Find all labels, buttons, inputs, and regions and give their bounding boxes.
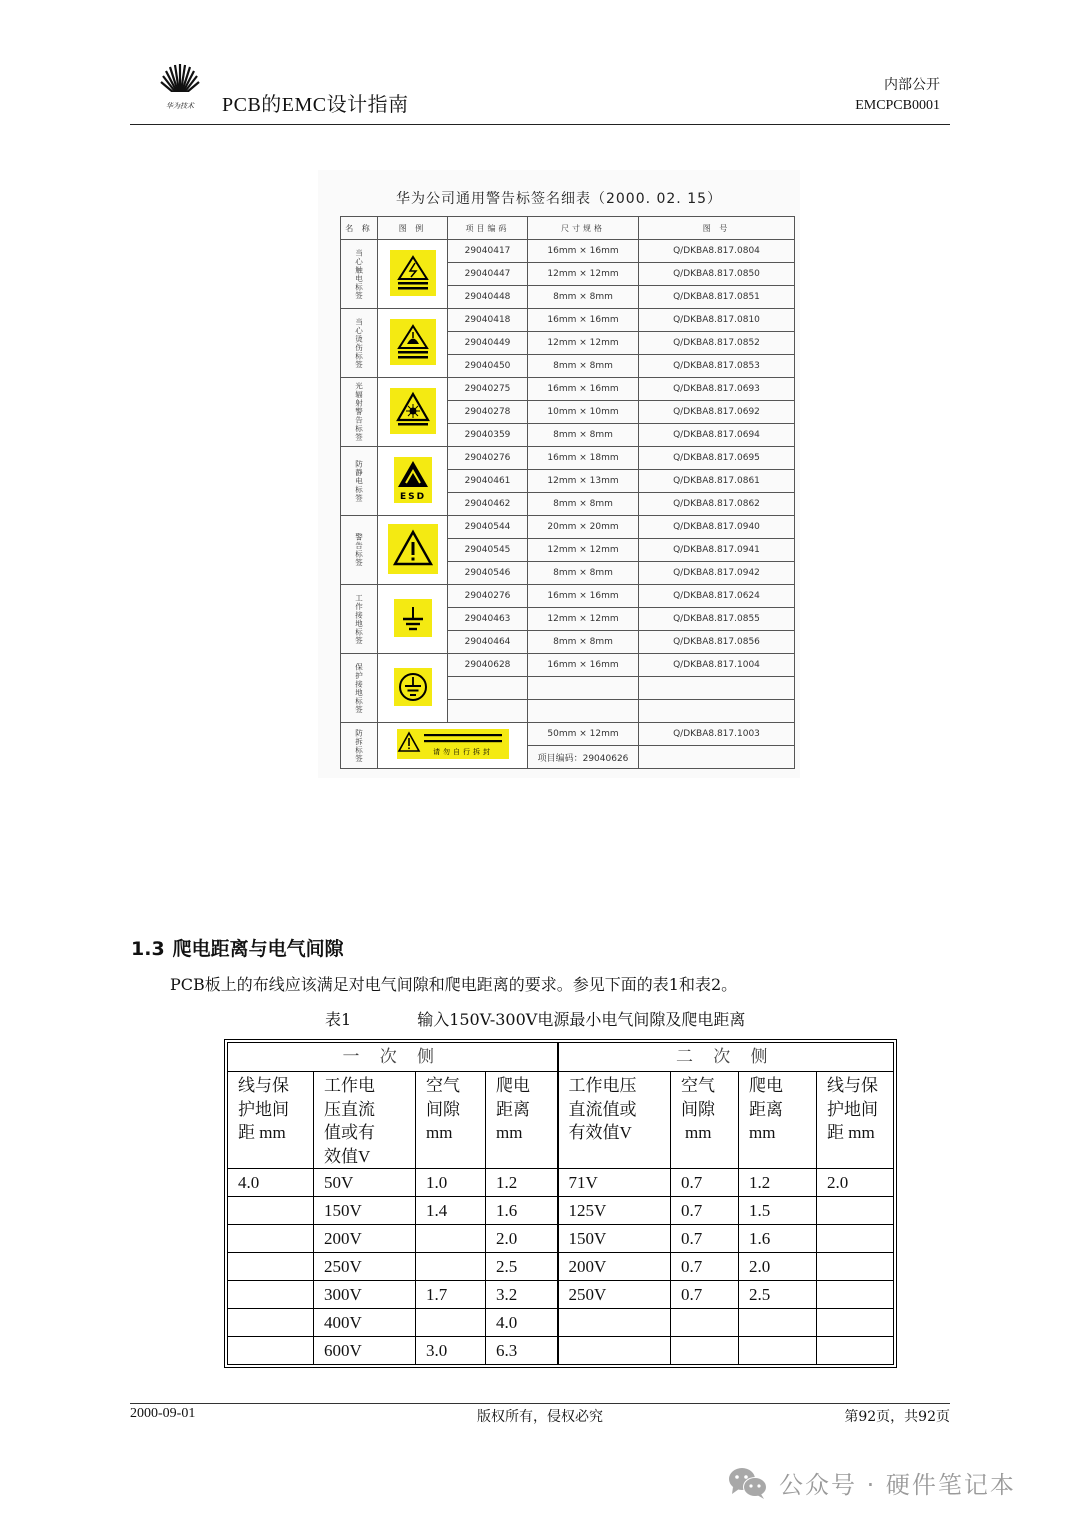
item-size: 8mm × 8mm: [528, 424, 639, 447]
item-drawing: Q/DKBA8.817.0853: [639, 355, 795, 378]
primary-side-header: 一 次 侧: [228, 1043, 558, 1072]
footer-page-number: 第92页，共92页: [844, 1409, 950, 1425]
footer-date: 2000-09-01: [130, 1406, 196, 1421]
item-drawing: Q/DKBA8.817.0693: [639, 378, 795, 401]
hot-surface-warning-icon: [390, 319, 436, 365]
item-size: 50mm × 12mm: [528, 723, 639, 746]
col-header-name: 名 称: [341, 217, 378, 240]
item-drawing: Q/DKBA8.817.0851: [639, 286, 795, 309]
protective-earth-icon: [394, 668, 432, 706]
svg-text:请勿自行拆封: 请勿自行拆封: [432, 748, 493, 756]
item-drawing: Q/DKBA8.817.0862: [639, 493, 795, 516]
item-drawing: Q/DKBA8.817.0856: [639, 631, 795, 654]
functional-earth-icon: [394, 599, 432, 637]
item-code: 29040448: [448, 286, 528, 309]
body-paragraph: PCB板上的布线应该满足对电气间隙和爬电距离的要求。参见下面的表1和表2。: [170, 975, 738, 994]
laser-radiation-warning-icon: [390, 388, 436, 434]
table1-caption: [325, 1007, 745, 1030]
item-size: 16mm × 16mm: [528, 654, 639, 677]
col-header: 线与保 护地间 距 mm: [817, 1072, 894, 1169]
item-size: 16mm × 16mm: [528, 240, 639, 263]
item-drawing: Q/DKBA8.817.0855: [639, 608, 795, 631]
item-code: 29040278: [448, 401, 528, 424]
footer-divider: [130, 1403, 950, 1404]
item-code: 29040417: [448, 240, 528, 263]
item-drawing: Q/DKBA8.817.1004: [639, 654, 795, 677]
warning-label-table: [340, 216, 795, 769]
item-drawing: [639, 677, 795, 700]
item-drawing: Q/DKBA8.817.0850: [639, 263, 795, 286]
item-size: 8mm × 8mm: [528, 631, 639, 654]
item-code: 29040447: [448, 263, 528, 286]
electric-shock-warning-icon: [390, 250, 436, 296]
item-code: 29040276: [448, 585, 528, 608]
header-divider: [130, 124, 950, 125]
item-code: 29040544: [448, 516, 528, 539]
item-code: [448, 677, 528, 700]
group-header-row: [228, 1043, 894, 1072]
huawei-logo-icon: [155, 62, 205, 112]
col-header: 空气 间隙 mm: [416, 1072, 486, 1169]
table-row: [341, 585, 795, 608]
table-row: [341, 240, 795, 263]
svg-text:华为技术: 华为技术: [166, 102, 194, 110]
item-size: 16mm × 16mm: [528, 585, 639, 608]
item-drawing: Q/DKBA8.817.0804: [639, 240, 795, 263]
item-size: [528, 700, 639, 723]
warning-table-caption: 华为公司通用警告标签名细表（2000. 02. 15）: [395, 191, 723, 207]
table-row: 4.0 50V 1.0 1.2 71V 0.7 1.2 2.0: [228, 1169, 894, 1197]
wechat-icon: [727, 1466, 769, 1500]
item-code: 29040462: [448, 493, 528, 516]
document-title: PCB的EMC设计指南: [222, 94, 409, 116]
item-size: 8mm × 8mm: [528, 493, 639, 516]
table-row: [341, 516, 795, 539]
document-code: EMCPCB0001: [855, 98, 940, 113]
item-size: 12mm × 12mm: [528, 608, 639, 631]
item-size: 16mm × 16mm: [528, 378, 639, 401]
col-header-size: 尺寸规格: [528, 217, 639, 240]
table-row: 300V 1.7 3.2 250V 0.7 2.5: [228, 1281, 894, 1309]
group-name: 保护接地标签: [341, 654, 378, 723]
item-drawing: Q/DKBA8.817.0942: [639, 562, 795, 585]
item-size: 20mm × 20mm: [528, 516, 639, 539]
svg-text:ESD: ESD: [399, 491, 426, 502]
section-number: 1.3: [131, 938, 165, 960]
table-row: 150V 1.4 1.6 125V 0.7 1.5: [228, 1197, 894, 1225]
secondary-side-header: 二 次 侧: [558, 1043, 894, 1072]
item-drawing: Q/DKBA8.817.0695: [639, 447, 795, 470]
table-row: [341, 723, 795, 746]
item-code: 29040450: [448, 355, 528, 378]
item-drawing: Q/DKBA8.817.0861: [639, 470, 795, 493]
item-size: 12mm × 12mm: [528, 332, 639, 355]
general-warning-icon: [388, 524, 438, 574]
item-drawing: Q/DKBA8.817.0694: [639, 424, 795, 447]
item-code: 29040464: [448, 631, 528, 654]
item-code: 项目编码：29040626: [528, 746, 639, 769]
esd-warning-icon: [394, 457, 432, 503]
col-header: 工作电 压直流 值或有 效值V: [314, 1072, 416, 1169]
col-header-drawing: 图 号: [639, 217, 795, 240]
group-name: 光辐射警告标签: [341, 378, 378, 447]
col-header: 工作电压 直流值或 有效值V: [558, 1072, 671, 1169]
group-name: 防拆标签: [341, 723, 378, 769]
table-row: 600V 3.0 6.3: [228, 1337, 894, 1365]
col-header: 线与保 护地间 距 mm: [228, 1072, 314, 1169]
table-row: [341, 447, 795, 470]
classification-label: 内部公开: [884, 78, 940, 93]
group-name: 防静电标签: [341, 447, 378, 516]
item-code: 29040463: [448, 608, 528, 631]
col-header: 空气 间隙 mm: [671, 1072, 739, 1169]
group-name: 警告标签: [341, 516, 378, 585]
item-code: 29040461: [448, 470, 528, 493]
watermark: [727, 1465, 1016, 1500]
col-header: 爬电 距离 mm: [739, 1072, 817, 1169]
table-row: 400V 4.0: [228, 1309, 894, 1337]
item-size: 8mm × 8mm: [528, 286, 639, 309]
tamper-seal-warning-icon: [397, 729, 509, 759]
item-code: 29040275: [448, 378, 528, 401]
clearance-creepage-table: [227, 1042, 894, 1365]
group-name: 工作接地标签: [341, 585, 378, 654]
footer-copyright: 版权所有，侵权必究: [477, 1409, 603, 1425]
watermark-text: 公众号 · 硬件笔记本: [779, 1471, 1016, 1499]
group-name: 当心触电标签: [341, 240, 378, 309]
item-size: 12mm × 12mm: [528, 263, 639, 286]
table-row: [341, 654, 795, 677]
column-header-row: [228, 1072, 894, 1169]
item-drawing: Q/DKBA8.817.1003: [639, 723, 795, 746]
item-size: 8mm × 8mm: [528, 562, 639, 585]
col-header-code: 项目编码: [448, 217, 528, 240]
item-code: [448, 700, 528, 723]
table1-title: 输入150V-300V电源最小电气间隙及爬电距离: [417, 1010, 746, 1029]
item-code: 29040449: [448, 332, 528, 355]
col-header: 爬电 距离 mm: [486, 1072, 558, 1169]
item-size: 8mm × 8mm: [528, 355, 639, 378]
item-size: 10mm × 10mm: [528, 401, 639, 424]
item-drawing: Q/DKBA8.817.0940: [639, 516, 795, 539]
warning-table-header: [341, 217, 795, 240]
item-drawing: Q/DKBA8.817.0810: [639, 309, 795, 332]
item-code: 29040418: [448, 309, 528, 332]
item-drawing: Q/DKBA8.817.0692: [639, 401, 795, 424]
item-code: 29040276: [448, 447, 528, 470]
table-row: [341, 378, 795, 401]
item-code: 29040545: [448, 539, 528, 562]
section-title: 爬电距离与电气间隙: [172, 938, 344, 960]
clearance-table-frame: [224, 1039, 897, 1368]
header-meta: [855, 76, 940, 116]
item-code: 29040359: [448, 424, 528, 447]
item-drawing: Q/DKBA8.817.0852: [639, 332, 795, 355]
col-header-icon: 图 例: [378, 217, 448, 240]
section-heading: [131, 934, 344, 961]
item-code: 29040628: [448, 654, 528, 677]
item-size: 16mm × 18mm: [528, 447, 639, 470]
table-row: [341, 309, 795, 332]
warning-label-table-figure: [318, 170, 800, 778]
huawei-logo: [155, 62, 205, 112]
item-drawing: Q/DKBA8.817.0624: [639, 585, 795, 608]
item-size: 12mm × 13mm: [528, 470, 639, 493]
item-code: 29040546: [448, 562, 528, 585]
item-size: [528, 677, 639, 700]
group-name: 当心烫伤标签: [341, 309, 378, 378]
item-drawing: Q/DKBA8.817.0941: [639, 539, 795, 562]
item-drawing: [639, 700, 795, 723]
item-size: 16mm × 16mm: [528, 309, 639, 332]
item-size: 12mm × 12mm: [528, 539, 639, 562]
table-row: 250V 2.5 200V 0.7 2.0: [228, 1253, 894, 1281]
table1-label: 表1: [325, 1010, 352, 1029]
table-row: 200V 2.0 150V 0.7 1.6: [228, 1225, 894, 1253]
